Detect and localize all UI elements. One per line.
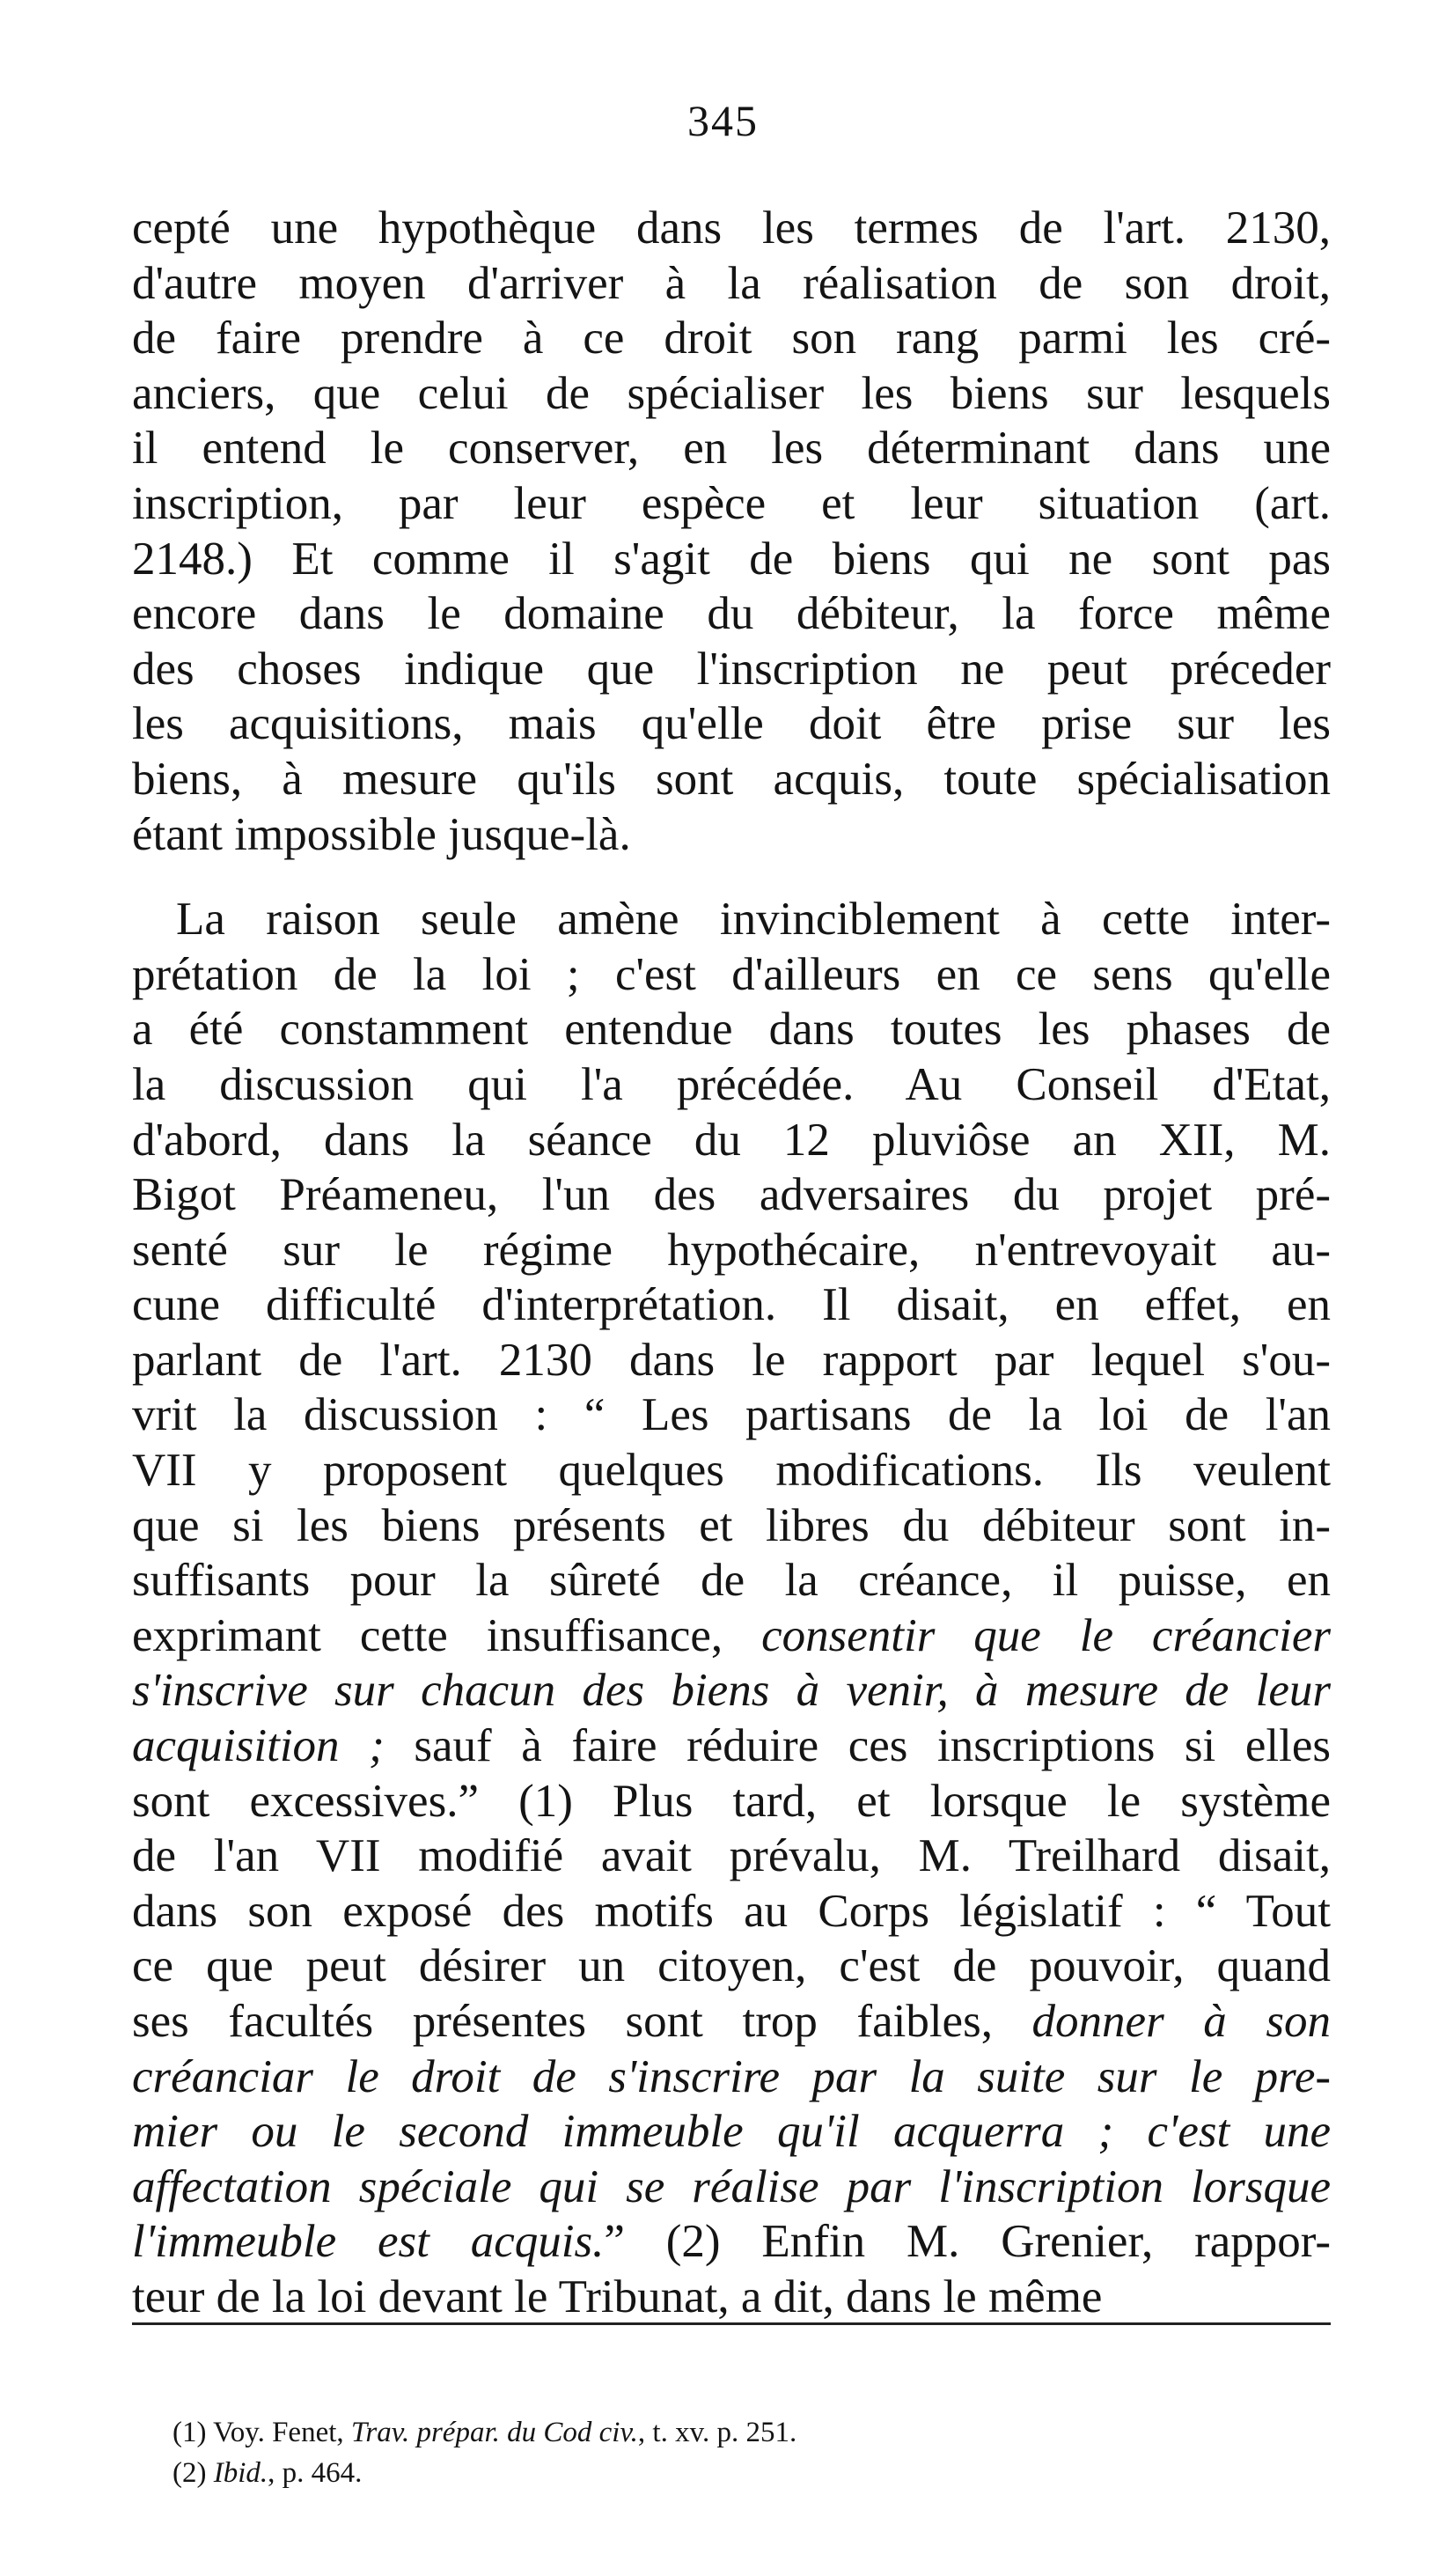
footnote: [172, 2412, 796, 2453]
roman-text: VII y proposent quelques modifications. Ils veulent: [132, 1445, 1331, 1497]
roman-text: a été constamment entendue dans toutes les phases de: [132, 1004, 1331, 1056]
text-line: [132, 1608, 1331, 1664]
text-line: des choses indique que l'inscription ne peut préceder: [132, 643, 1331, 695]
roman-text: d'abord, dans la séance du 12 pluviôse an XII, M.: [132, 1114, 1331, 1166]
italic-quote: l'immeuble est acquis.: [132, 2216, 605, 2268]
text-line: [132, 1002, 1331, 1057]
text-line: 2148.) Et comme il s'agit de biens qui ne sont pas: [132, 533, 1331, 585]
text-line: [132, 2214, 1331, 2270]
text-line: [132, 1167, 1331, 1223]
italic-quote: créanciar le droit de s'inscrire par la suite sur le pre-: [132, 2050, 1331, 2102]
text-line: anciers, que celui de spécialiser les biens sur lesquels: [132, 367, 1331, 419]
footnote-mark: (1): [172, 2417, 207, 2448]
roman-text: suffisants pour la sûreté de la créance, il puisse, en: [132, 1555, 1331, 1607]
text-line: [132, 1223, 1331, 1278]
text-line: il entend le conserver, en les déterminant dans une: [132, 423, 1331, 475]
text-line: [132, 1333, 1331, 1388]
text-line: biens, à mesure qu'ils sont acquis, toute spécialisation: [132, 753, 1331, 805]
text-line: encore dans le domaine du débiteur, la force même: [132, 588, 1331, 640]
roman-text: vrit la discussion : “ Les partisans de la loi de l'an: [132, 1389, 1331, 1441]
roman-text: de l'an VII modifié avait prévalu, M. Treilhard disait,: [132, 1830, 1331, 1882]
roman-text: La raison seule amène invinciblement à cette inter-: [176, 894, 1331, 946]
paragraph-1: [132, 201, 1331, 862]
footnote-italic: Ibid.: [213, 2457, 268, 2489]
footnote-divider: [132, 2322, 1331, 2325]
italic-quote: affectation spéciale qui se réalise par l'inscription lorsque: [132, 2160, 1331, 2212]
text-line: [132, 1277, 1331, 1333]
text-line: [132, 1113, 1331, 1168]
text-line: [132, 1774, 1331, 1829]
footnote-mark: (2): [172, 2457, 207, 2489]
roman-text: Bigot Préameneu, l'un des adversaires du projet pré-: [132, 1169, 1331, 1221]
text-line: inscription, par leur espèce et leur situation (art.: [132, 477, 1331, 529]
paragraph-2: [132, 892, 1331, 2324]
roman-text: sont excessives.” (1) Plus tard, et lorsque le système: [132, 1775, 1331, 1827]
italic-quote: s'inscrive sur chacun des biens à venir, à mesure de leur: [132, 1665, 1331, 1717]
italic-quote: acquisition ;: [132, 1720, 385, 1772]
text-line: de faire prendre à ce droit son rang parmi les cré-: [132, 313, 1331, 364]
roman-text: parlant de l'art. 2130 dans le rapport par lequel s'ou-: [132, 1334, 1331, 1386]
italic-quote: consentir que le créancier: [761, 1609, 1332, 1661]
roman-text: sauf à faire réduire ces inscriptions si elles: [384, 1720, 1331, 1772]
roman-text: prétation de la loi ; c'est d'ailleurs en ce sens qu'elle: [132, 948, 1331, 1000]
text-line: [132, 947, 1331, 1003]
roman-text: teur de la loi devant le Tribunat, a dit, dans le même: [132, 2271, 1103, 2322]
italic-quote: donner à son: [1031, 1996, 1331, 2047]
footnote: [172, 2453, 796, 2493]
text-line: les acquisitions, mais qu'elle doit être prise sur les: [132, 698, 1331, 750]
roman-text: que si les biens présents et libres du débiteur sont in-: [132, 1499, 1331, 1551]
text-line: [132, 1829, 1331, 1884]
text-line: cepté une hypothèque dans les termes de l'art. 2130,: [132, 202, 1331, 254]
footnote-text: Voy. Fenet,: [206, 2417, 351, 2448]
footnote-text: [206, 2457, 213, 2489]
footnote-text: , p. 464.: [268, 2457, 363, 2489]
roman-text: ses facultés présentes sont trop faibles,: [132, 1996, 1032, 2047]
text-line: [132, 1884, 1331, 1939]
italic-quote: mier ou le second immeuble qu'il acquerra ; c'est une: [132, 2106, 1331, 2158]
text-line: [132, 1663, 1331, 1719]
text-line: [132, 1498, 1331, 1554]
roman-text: dans son exposé des motifs au Corps législatif : “ Tout: [132, 1885, 1331, 1937]
text-line: [132, 1443, 1331, 1498]
text-line: [132, 1719, 1331, 1774]
roman-text: cune difficulté d'interprétation. Il disait, en effet, en: [132, 1279, 1331, 1331]
footnote-italic: Trav. prépar. du Cod civ.: [350, 2417, 638, 2448]
text-line: [132, 2050, 1331, 2105]
text-line: [132, 1057, 1331, 1113]
text-line: [132, 1553, 1331, 1608]
roman-text: exprimant cette insuffisance,: [132, 1609, 762, 1661]
roman-text: senté sur le régime hypothécaire, n'entrevoyait au-: [132, 1224, 1331, 1276]
text-line: d'autre moyen d'arriver à la réalisation de son droit,: [132, 257, 1331, 309]
text-line: [132, 2104, 1331, 2160]
text-line: [132, 892, 1331, 947]
text-line: [132, 1994, 1331, 2050]
text-line: [132, 1387, 1331, 1443]
text-line: étant impossible jusque-là.: [132, 808, 631, 860]
roman-text: ” (2) Enfin M. Grenier, rappor-: [604, 2216, 1331, 2268]
text-line: [132, 2270, 1331, 2325]
roman-text: ce que peut désirer un citoyen, c'est de pouvoir, quand: [132, 1940, 1331, 1992]
body-text: [132, 201, 1331, 2325]
page-number: 345: [687, 96, 759, 145]
footnotes: [172, 2412, 796, 2493]
text-line: [132, 1939, 1331, 1994]
footnote-text: , t. xv. p. 251.: [637, 2417, 797, 2448]
text-line: [132, 2160, 1331, 2215]
roman-text: la discussion qui l'a précédée. Au Conseil d'Etat,: [132, 1058, 1331, 1110]
